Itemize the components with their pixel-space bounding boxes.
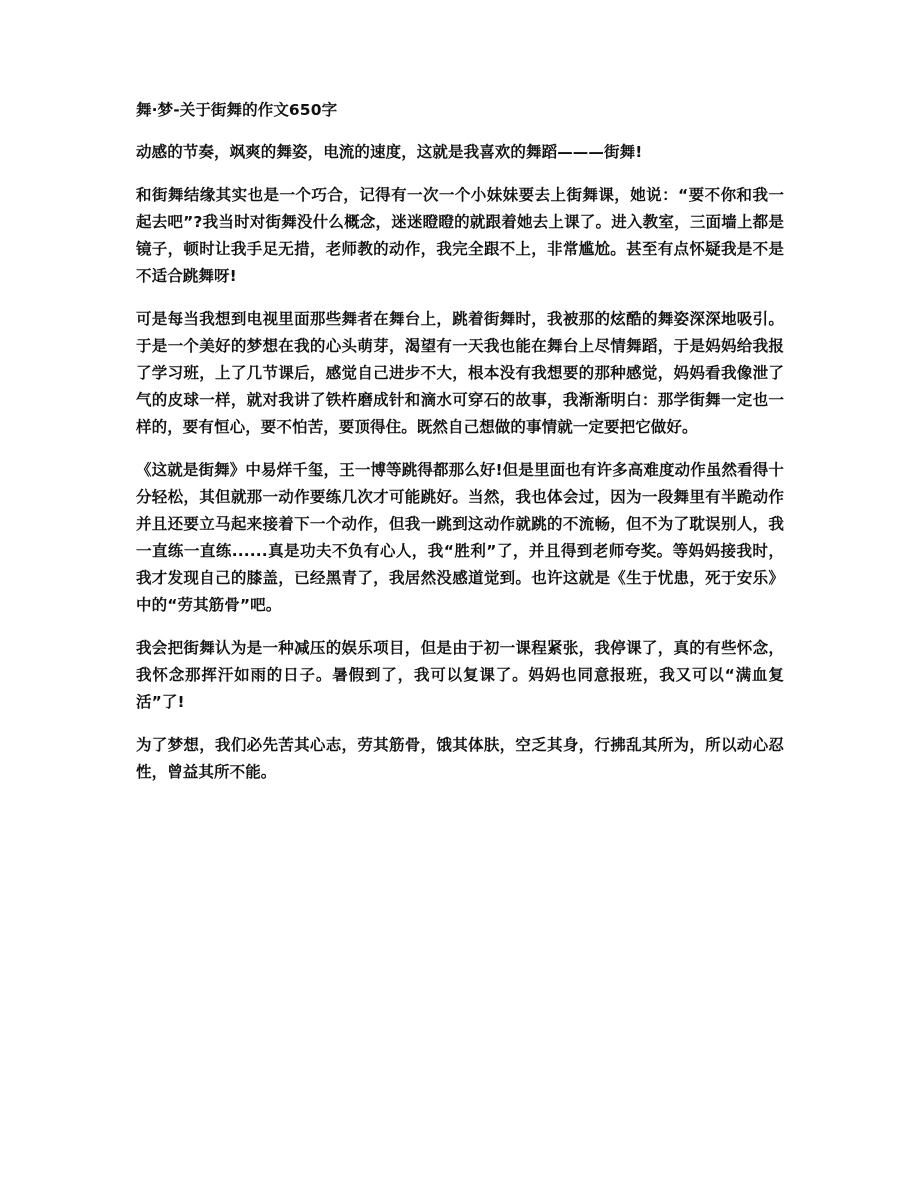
paragraph-2: 和街舞结缘其实也是一个巧合，记得有一次一个小妹妹要去上街舞课，她说：“要不你和我一起去吧”?我当时对街舞没什么概念，迷迷瞪瞪的就跟着她去上课了。进入教室，三面墙上都是镜子，顿时让我手足无措，老师教的动作，我完全跟不上，非常尴尬。甚至有点怀疑我是不是不适合跳舞呀! [136, 186, 784, 285]
paragraph-3: 可是每当我想到电视里面那些舞者在舞台上，跳着街舞时，我被那的炫酷的舞姿深深地吸引。于是一个美好的梦想在我的心头萌芽，渴望有一天我也能在舞台上尽情舞蹈，于是妈妈给我报了学习班，上了几节课后，感觉自己进步不大，根本没有我想要的那种感觉，妈妈看我像泄了气的皮球一样，就对我讲了铁杵磨成针和滴水可穿石的故事，我渐渐明白：那学街舞一定也一样的，要有恒心，要不怕苦，要顶得住。既然自己想做的事情就一定要把它做好。 [136, 310, 784, 436]
document-title: 舞·梦-关于街舞的作文650字 [136, 101, 338, 119]
document-page [136, 98, 784, 802]
paragraph-1: 动感的节奏，飒爽的舞姿，电流的速度，这就是我喜欢的舞蹈———街舞! [136, 143, 643, 161]
paragraph-5: 我会把街舞认为是一种减压的娱乐项目，但是由于初一课程紧张，我停课了，真的有些怀念，我怀念那挥汗如雨的日子。暑假到了，我可以复课了。妈妈也同意报班，我又可以“满血复活”了! [136, 639, 784, 711]
paragraph-6: 为了梦想，我们必先苦其心志，劳其筋骨，饿其体肤，空乏其身，行拂乱其所为，所以动心忍性，曾益其所不能。 [136, 736, 784, 781]
paragraph-4: 《这就是街舞》中易烊千玺，王一博等跳得都那么好!但是里面也有许多高难度动作虽然看得十分轻松，其但就那一动作要练几次才可能跳好。当然，我也体会过，因为一段舞里有半跪动作并且还要立马起来接着下一个动作，但我一跳到这动作就跳的不流畅，但不为了耽误别人，我一直练一直练......真是功夫不负有心人，我“胜利”了，并且得到老师夸奖。等妈妈接我时，我才发现自己的膝盖，已经黑青了，我居然没感道觉到。也许这就是《生于忧患，死于安乐》中的“劳其筋骨”吧。 [136, 461, 784, 614]
